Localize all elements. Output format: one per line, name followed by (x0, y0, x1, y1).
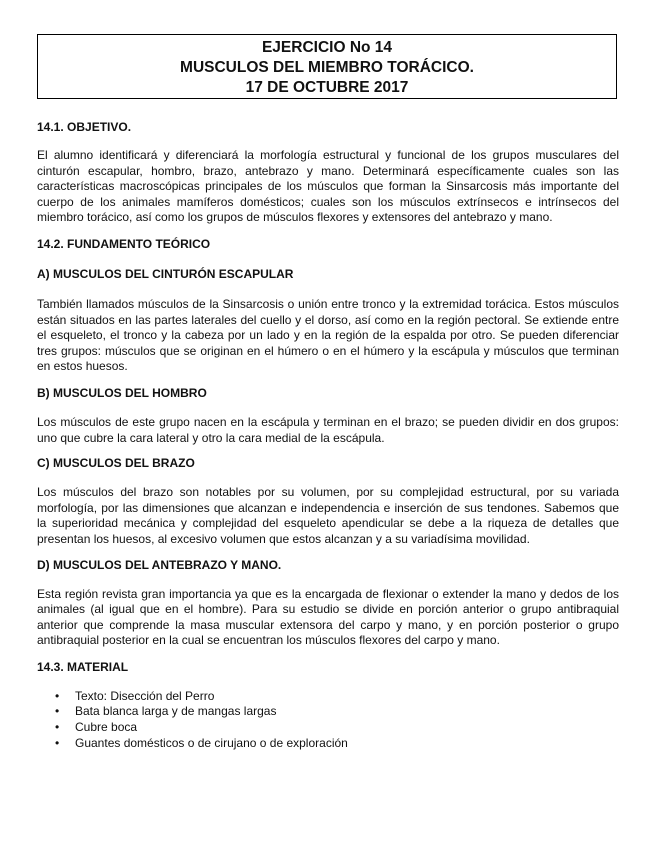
section-c-heading: C) MUSCULOS DEL BRAZO (37, 456, 195, 471)
bullet-icon: • (55, 720, 60, 735)
date-title: 17 DE OCTUBRE 2017 (245, 79, 409, 96)
list-item-text: Texto: Disección del Perro (75, 688, 215, 703)
fundamento-heading: 14.2. FUNDAMENTO TEÓRICO (37, 236, 211, 251)
objetivo-paragraph: El alumno identificará y diferenciará la morfología estructural y funcional de los grupos musculares del cinturón escapular, hombro, brazo, antebrazo y mano. Determinará específicamente cuales son las características macroscópicas principales de los músculos que forman la Sinsarcosis más importante del cuerpo de los animales mamíferos domésticos; cuales son los músculos extrínsecos e intrínsecos del miembro torácico, así como los grupos de músculos flexores y extensores del antebrazo y mano. (37, 148, 619, 225)
section-d-paragraph: Esta región revista gran importancia ya que es la encargada de flexionar o extender la mano y dedos de los animales (al igual que en el hombre). Para su estudio se divide en porción anterior o grupo antibraquial anterior que comprende la masa muscular extensora del carpo y mano, y en porción posterior o grupo antibraquial posterior en la cual se encuentran los músculos flexores del carpo y mano. (37, 586, 619, 648)
list-item (55, 736, 619, 752)
list-item-text: Cubre boca (75, 720, 138, 735)
document-page (37, 34, 619, 751)
list-item (55, 704, 619, 720)
material-heading: 14.3. MATERIAL (37, 659, 129, 674)
objetivo-heading: 14.1. OBJETIVO. (37, 120, 132, 134)
section-a-paragraph: También llamados músculos de la Sinsarcosis o unión entre tronco y la extremidad torácica. Estos músculos están situados en las partes laterales del cuello y el dorso, así como en la región pectoral. Se extiende entre el esqueleto, el tronco y la cabeza por un lado y en la región de la espalda por otro. Se pueden diferenciar tres grupos: músculos que se originan en el húmero o en el húmero y la escápula y músculos que terminan en estos huesos. (37, 296, 619, 374)
list-item-text: Guantes domésticos o de cirujano o de exploración (75, 735, 348, 750)
bullet-icon: • (55, 688, 60, 703)
title-box (37, 34, 617, 99)
section-b-heading: B) MUSCULOS DEL HOMBRO (37, 385, 207, 400)
bullet-icon: • (55, 704, 60, 719)
bullet-icon: • (55, 735, 60, 750)
topic-title: MUSCULOS DEL MIEMBRO TORÁCICO. (180, 59, 474, 76)
list-item (55, 720, 619, 736)
section-c-paragraph: Los músculos del brazo son notables por su volumen, por su complejidad estructural, por su variada morfología, por las dimensiones que alcanzan e independencia e inserción de sus tendones. Sabemos que la superioridad mecánica y complejidad del esqueleto apendicular se debe a la riqueza de detalles que presentan los huesos, al excesivo volumen que estos alcanzan y a su variadísima movilidad. (37, 485, 619, 546)
list-item-text: Bata blanca larga y de mangas largas (75, 704, 277, 719)
section-d-heading: D) MUSCULOS DEL ANTEBRAZO Y MANO. (37, 557, 282, 572)
section-b-paragraph: Los músculos de este grupo nacen en la escápula y terminan en el brazo; se pueden dividir en dos grupos: uno que cubre la cara lateral y otro la cara medial de la escápula. (37, 414, 619, 445)
section-a-heading: A) MUSCULOS DEL CINTURÓN ESCAPULAR (37, 266, 294, 281)
list-item (55, 689, 619, 705)
material-list (37, 689, 619, 751)
exercise-title: EJERCICIO No 14 (261, 39, 393, 56)
